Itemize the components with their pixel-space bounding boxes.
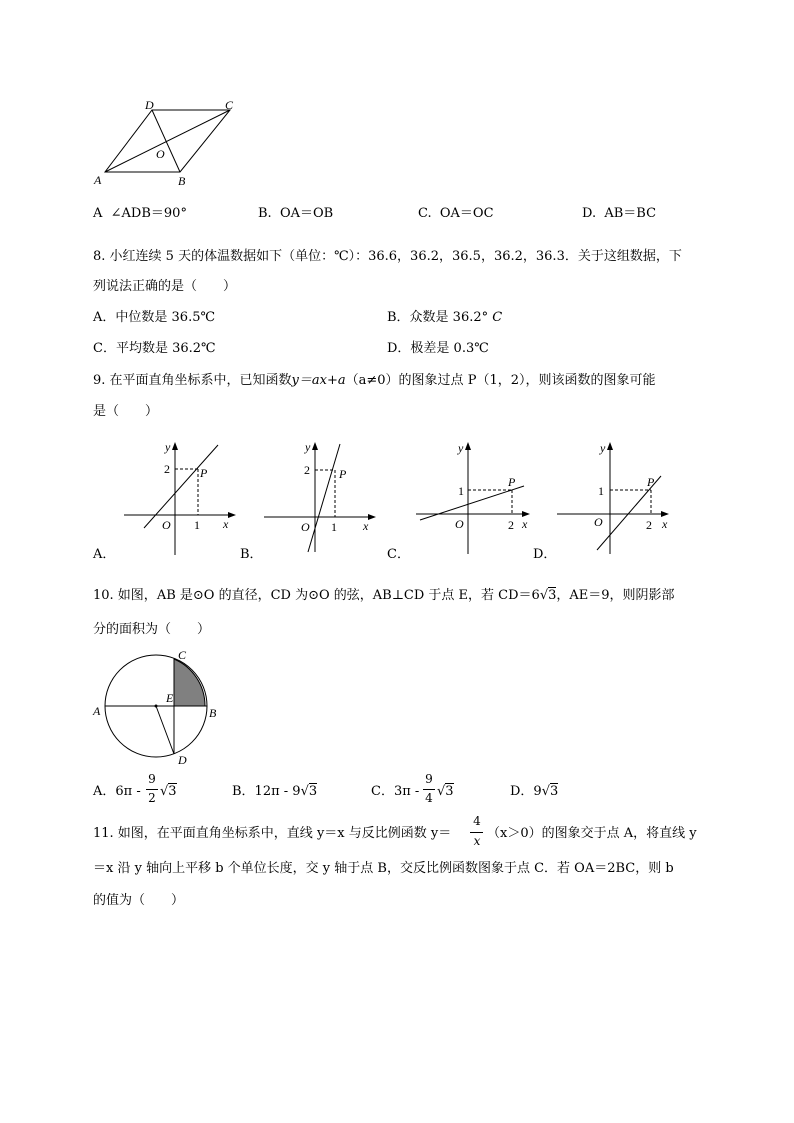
q9-option-b[interactable]: B． <box>240 547 263 562</box>
sqrt-radicand: 3 <box>550 784 559 799</box>
q7-option-a-letter: A <box>93 206 103 221</box>
q10-option-b[interactable] <box>232 784 317 800</box>
q7-option-a[interactable] <box>93 206 187 222</box>
q10-sqrt-radicand: 3 <box>548 588 557 603</box>
q8-option-b-unit: C <box>492 310 503 325</box>
tick-2: 2 <box>164 462 170 476</box>
q10-option-a[interactable] <box>93 784 141 800</box>
q9-stem-pre: 9. 在平面直角坐标系中，已知函数 <box>93 373 292 388</box>
tick-1: 1 <box>331 520 337 534</box>
label-c: C <box>178 648 187 662</box>
q10-option-c-fraction-bar <box>423 789 435 790</box>
q11-denominator: x <box>473 834 481 848</box>
q11-stem-line1-post: （x＞0）的图象交于点 A，将直线 y <box>487 826 697 841</box>
q10-stem-mid: AB 是⊙O 的直径，CD 为⊙O 的弦，AB⊥CD 于点 E，若 CD＝6 <box>156 588 540 603</box>
q10-option-a-text: A．6π - <box>93 784 141 799</box>
y-axis-arrow <box>312 442 318 450</box>
label-o: O <box>594 515 603 529</box>
q10-option-a-root <box>160 784 177 800</box>
label-y: y <box>165 440 171 454</box>
q7-option-b[interactable] <box>258 206 333 222</box>
label-y: y <box>305 440 311 454</box>
q7-option-c-letter: C. <box>418 206 432 221</box>
label-x: x <box>363 519 369 533</box>
q7-option-c-text: OA＝OC <box>439 206 494 221</box>
y-axis-arrow <box>607 442 613 450</box>
label-o: O <box>455 517 464 531</box>
q9-graph-b <box>260 440 380 560</box>
q10-option-c-text: C．3π - <box>371 784 420 799</box>
q8-stem-line2: 列说法正确的是（ ） <box>93 279 237 294</box>
label-d: D <box>178 753 187 767</box>
tick-2: 2 <box>508 518 514 532</box>
q7-parallelogram-figure <box>90 100 240 190</box>
sqrt-radicand: 3 <box>168 784 177 799</box>
sqrt-sign: √ <box>160 784 169 799</box>
q7-option-d-letter: D. <box>582 206 597 221</box>
q9-option-c[interactable]: C． <box>387 547 410 562</box>
q10-stem-line1 <box>93 588 675 604</box>
label-a: A <box>94 173 102 187</box>
q7-option-a-text: ∠ADB＝90° <box>110 206 187 221</box>
y-axis-arrow <box>172 442 178 450</box>
q11-stem-line2: ＝x 沿 y 轴向上平移 b 个单位长度，交 y 轴于点 B，交反比例函数图象于点 C．若 OA＝2BC，则 b <box>93 861 674 876</box>
sqrt-radicand: 3 <box>308 784 318 799</box>
q8-option-a[interactable]: A．中位数是 36.5℃ <box>93 310 216 325</box>
q10-stem-pre: 10. 如图， <box>93 588 157 603</box>
q9-stem-line2: 是（ ） <box>93 404 159 419</box>
function-line <box>144 445 218 528</box>
label-p: P <box>647 475 655 489</box>
x-axis-arrow <box>228 512 236 518</box>
q8-option-c[interactable]: C．平均数是 36.2℃ <box>93 341 216 356</box>
label-x: x <box>522 517 528 531</box>
q10-stem-post: ，AE＝9，则阴影部 <box>556 588 675 603</box>
q10-stem-line2: 分的面积为（ ） <box>93 622 211 637</box>
q9-stem-end: ，则该函数的图象可能 <box>525 373 656 388</box>
label-p: P <box>508 475 516 489</box>
sqrt-sign: √ <box>300 784 309 799</box>
q8-stem-line1: 8. 小红连续 5 天的体温数据如下（单位：℃）：36.6，36.2，36.5，36.2，36.3．关于这组数据，下 <box>93 249 682 264</box>
label-e: E <box>166 691 174 705</box>
q9-condition: （a≠0） <box>345 373 399 388</box>
q8-option-b-text: B．众数是 36.2° <box>387 310 489 325</box>
q11-numerator: 4 <box>473 814 481 828</box>
label-p: P <box>339 467 347 481</box>
q10-circle-figure <box>92 646 222 766</box>
q11-stem-line3: 的值为（ ） <box>93 893 185 908</box>
label-o: O <box>301 520 310 534</box>
q11-stem-line1-pre: 11. 如图，在平面直角坐标系中，直线 y＝x 与反比例函数 y＝ <box>93 826 452 841</box>
tick-1: 1 <box>194 518 200 532</box>
q10-option-d[interactable] <box>510 784 558 800</box>
q11-fraction-bar <box>470 832 483 833</box>
label-p: P <box>200 466 208 480</box>
q9-point: P（1，2） <box>467 373 526 388</box>
tick-1: 1 <box>598 484 604 498</box>
sqrt-radicand: 3 <box>445 784 454 799</box>
q9-option-a[interactable]: A． <box>93 547 116 562</box>
q9-function: y＝ax+a <box>291 373 346 388</box>
label-b: B <box>178 174 186 188</box>
q10-option-a-numerator: 9 <box>148 772 156 786</box>
q8-option-d[interactable]: D．极差是 0.3℃ <box>387 341 489 356</box>
label-x: x <box>662 517 668 531</box>
label-o: O <box>156 147 165 161</box>
q10-sqrt-sign: √ <box>539 588 549 603</box>
x-axis-arrow <box>368 514 376 520</box>
label-y: y <box>458 441 464 455</box>
q7-option-d-text: AB＝BC <box>604 206 657 221</box>
q9-stem-mid: 的图象过点 <box>398 373 464 388</box>
shaded-region <box>174 659 205 706</box>
label-x: x <box>223 517 229 531</box>
label-c: C <box>225 98 234 112</box>
q10-option-a-denominator: 2 <box>148 791 156 805</box>
diagonal-bd <box>152 110 180 172</box>
q7-option-c[interactable] <box>418 206 494 222</box>
tick-2: 2 <box>304 463 310 477</box>
q8-option-b[interactable] <box>387 310 502 326</box>
sqrt-sign: √ <box>437 784 446 799</box>
label-o: O <box>162 518 171 532</box>
function-line <box>420 486 524 520</box>
y-axis-arrow <box>465 442 471 450</box>
q7-option-b-letter: B. <box>258 206 272 221</box>
segment-od <box>156 706 174 754</box>
q10-option-c-denominator: 4 <box>425 791 433 805</box>
q10-option-c-numerator: 9 <box>425 772 433 786</box>
label-b: B <box>209 706 217 720</box>
center-point <box>155 705 158 708</box>
q9-option-d[interactable]: D． <box>533 547 557 562</box>
tick-1: 1 <box>458 484 464 498</box>
q10-option-c[interactable] <box>371 784 419 800</box>
q9-stem-line1 <box>93 373 656 389</box>
diagonal-ac <box>105 110 230 172</box>
tick-2: 2 <box>646 518 652 532</box>
sqrt-sign: √ <box>541 784 550 799</box>
label-d: D <box>145 98 154 112</box>
q7-option-b-text: OA＝OB <box>279 206 334 221</box>
q10-option-b-text: B．12π - 9 <box>232 784 301 799</box>
label-a: A <box>93 704 101 718</box>
q9-graph-a <box>120 440 240 560</box>
label-y: y <box>600 441 606 455</box>
q9-graph-c <box>412 440 537 560</box>
q9-graph-d <box>553 440 678 560</box>
q10-option-d-text: D．9 <box>510 784 542 799</box>
q7-option-d[interactable] <box>582 206 656 222</box>
q10-option-a-fraction-bar <box>146 789 158 790</box>
q10-option-c-root <box>437 784 454 800</box>
